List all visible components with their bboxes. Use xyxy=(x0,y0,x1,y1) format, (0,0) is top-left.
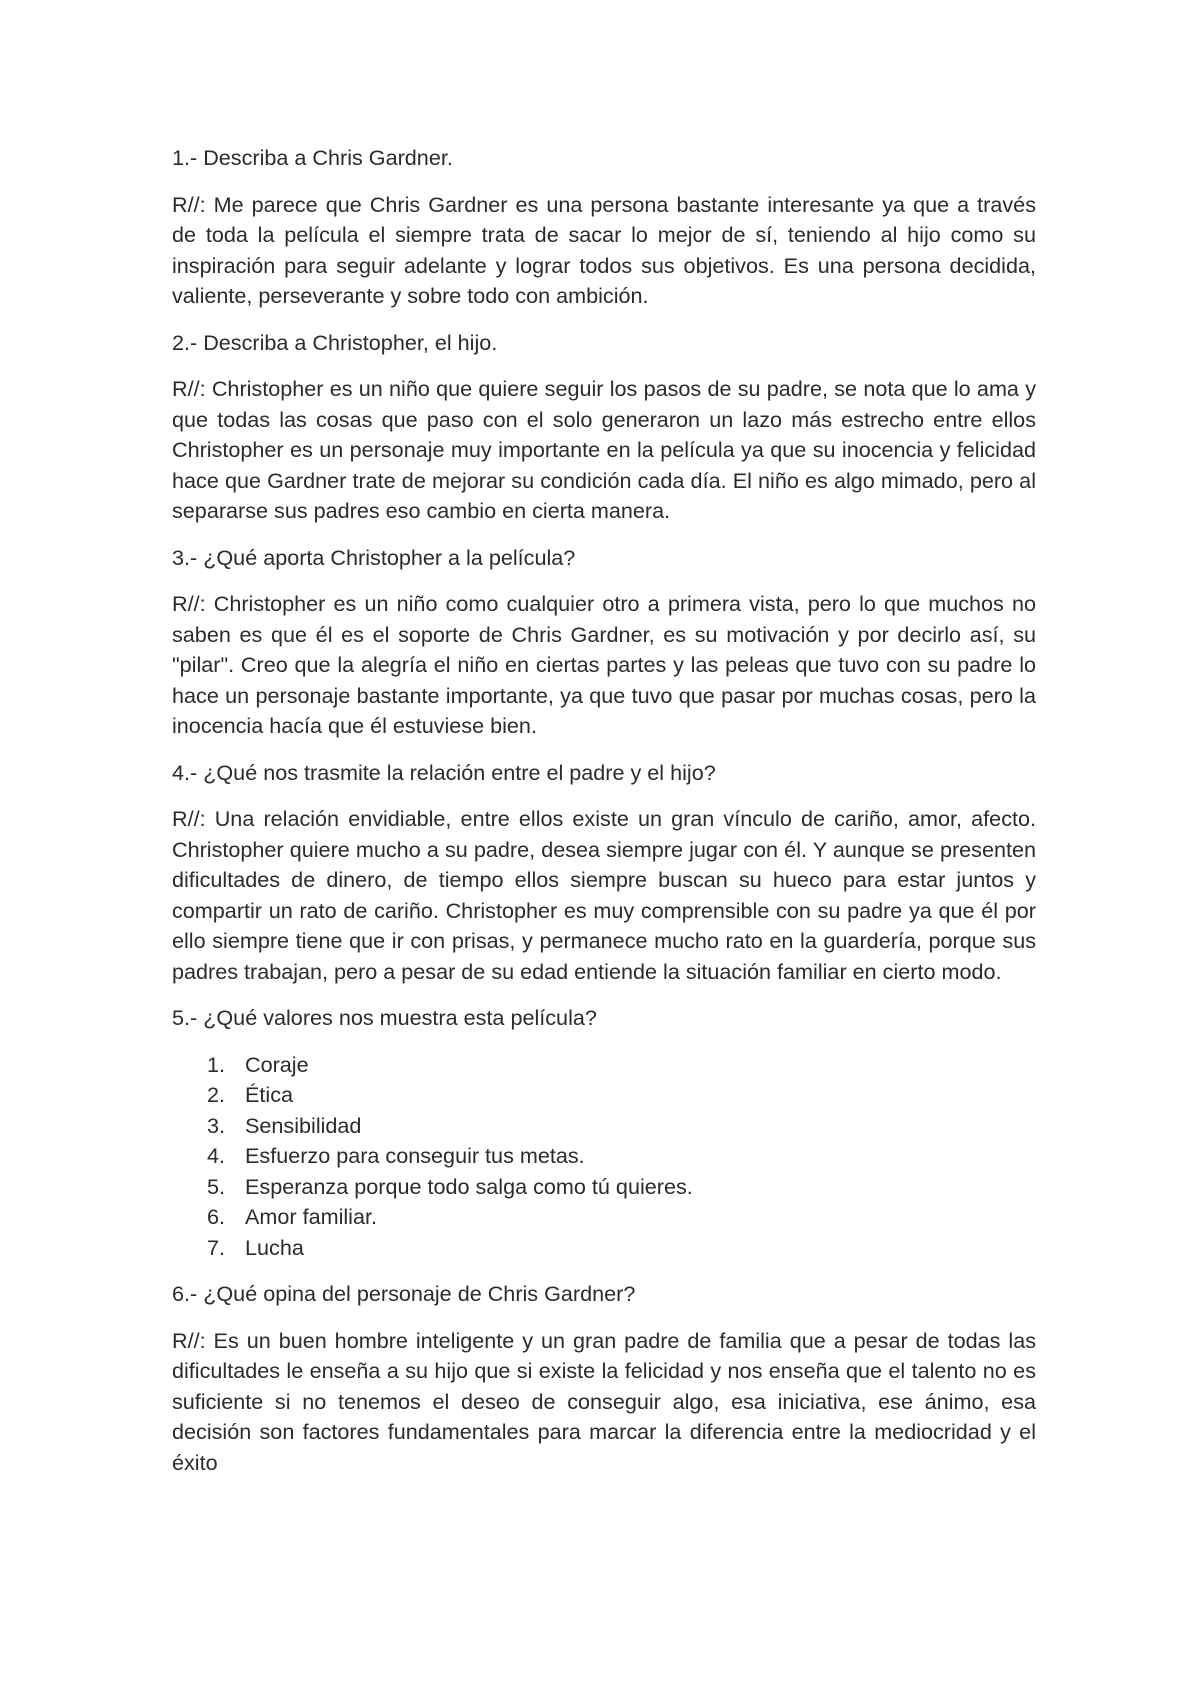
list-item-text: Coraje xyxy=(245,1051,309,1077)
list-item-number: 7. xyxy=(207,1234,226,1260)
question-2: 2.- Describa a Christopher, el hijo. xyxy=(172,329,498,355)
list-item xyxy=(172,1050,1036,1081)
list-item xyxy=(172,1141,1036,1172)
list-item-text: Esfuerzo para conseguir tus metas. xyxy=(245,1143,585,1168)
question-1: 1.- Describa a Chris Gardner. xyxy=(172,145,453,170)
answer-4: R//: Una relación envidiable, entre ellos existe un gran vínculo de cariño, amor, afecto. Christopher quiere mucho a su padre, desea siempre jugar con él. Y aunque se presenten dificultades de dinero, de tiempo ellos siempre buscan su hueco para estar juntos y compartir un rato de cariño. Christopher es muy comprensible con su padre ya que él por ello siempre tiene que ir con prisas, y permanece mucho rato en la guardería, porque sus padres trabajan, pero a pesar de su edad entiende la situación familiar en cierto modo. xyxy=(172,806,1036,984)
list-item-text: Sensibilidad xyxy=(245,1112,362,1138)
answer-1: R//: Me parece que Chris Gardner es una persona bastante interesante ya que a través de toda la película el siempre trata de sacar lo mejor de sí, teniendo al hijo como su inspiración para seguir adelante y lograr todos sus objetivos. Es una persona decidida, valiente, perseverante y sobre todo con ambición. xyxy=(172,191,1036,308)
list-item-text: Esperanza porque todo salga como tú quieres. xyxy=(245,1173,693,1199)
document-page xyxy=(172,143,1036,1494)
values-list xyxy=(172,1050,1036,1264)
list-item xyxy=(172,1080,1036,1111)
list-item-text: Ética xyxy=(245,1082,294,1107)
list-item xyxy=(172,1233,1036,1264)
list-item-number: 6. xyxy=(207,1204,226,1229)
answer-6: R//: Es un buen hombre inteligente y un gran padre de familia que a pesar de todas las dificultades le enseña a su hijo que si existe la felicidad y nos enseña que el talento no es suficiente si no tenemos el deseo de conseguir algo, esa iniciativa, ese ánimo, esa decisión son factores fundamentales para marcar la diferencia entre la mediocridad y el éxito xyxy=(172,1327,1036,1475)
question-5: 5.- ¿Qué valores nos muestra esta película? xyxy=(172,1005,597,1030)
list-item-number: 4. xyxy=(207,1143,226,1168)
question-3: 3.- ¿Qué aporta Christopher a la película? xyxy=(172,544,576,570)
question-4: 4.- ¿Qué nos trasmite la relación entre el padre y el hijo? xyxy=(172,759,716,785)
list-item xyxy=(172,1202,1036,1233)
list-item xyxy=(172,1172,1036,1203)
list-item-number: 3. xyxy=(207,1112,226,1138)
list-item-number: 1. xyxy=(207,1051,226,1077)
list-item-number: 5. xyxy=(207,1173,226,1199)
answer-2: R//: Christopher es un niño que quiere seguir los pasos de su padre, se nota que lo ama y que todas las cosas que paso con el solo generaron un lazo más estrecho entre ellos Christopher es un personaje muy importante en la película ya que su inocencia y felicidad hace que Gardner trate de mejorar su condición cada día. El niño es algo mimado, pero al separarse sus padres eso cambio en cierta manera. xyxy=(172,376,1036,523)
list-item-number: 2. xyxy=(207,1082,226,1107)
list-item-text: Lucha xyxy=(245,1234,304,1260)
answer-3: R//: Christopher es un niño como cualquier otro a primera vista, pero lo que muchos no saben es que él es el soporte de Chris Gardner, es su motivación y por decirlo así, su "pilar". Creo que la alegría el niño en ciertas partes y las peleas que tuvo con su padre lo hace un personaje bastante importante, ya que tuvo que pasar por muchas cosas, pero la inocencia hacía que él estuviese bien. xyxy=(172,591,1036,738)
list-item-text: Amor familiar. xyxy=(245,1204,377,1229)
question-6: 6.- ¿Qué opina del personaje de Chris Gardner? xyxy=(172,1281,636,1306)
list-item xyxy=(172,1111,1036,1142)
